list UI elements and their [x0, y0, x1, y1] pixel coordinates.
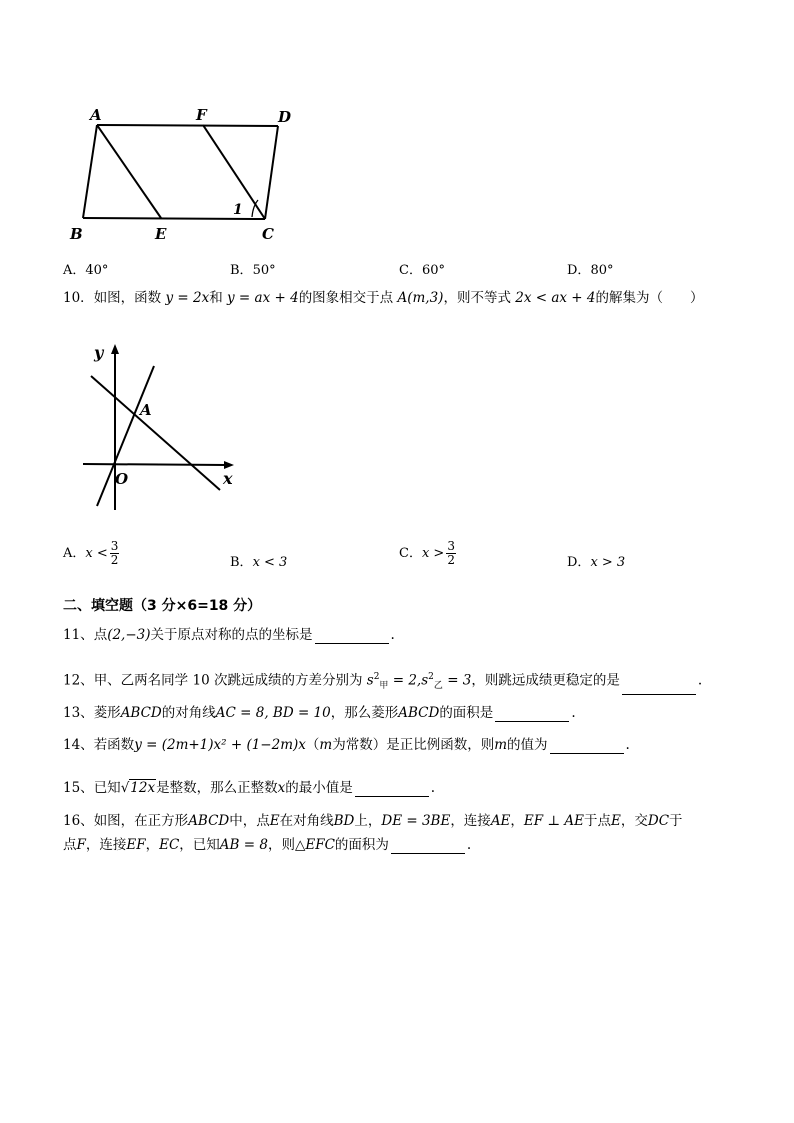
label-f: F	[196, 106, 207, 124]
question-14: 14、若函数y = (2m+1)x² + (1−2m)x（m为常数）是正比例函数，则m的值为 .	[63, 737, 630, 753]
q9-option-b[interactable]: B．50°	[230, 263, 276, 278]
segment-ae	[97, 125, 161, 218]
question-16-line-1: 16、如图，在正方形ABCD中，点E在对角线BD上，DE = 3BE，连接AE，EF ⊥ AE于点E，交DC于	[63, 813, 683, 829]
answer-blank[interactable]	[550, 739, 624, 754]
q10-option-c[interactable]: C．x > $\frac{3}{2}$	[399, 539, 455, 567]
question-11: 11、点(2,−3)关于原点对称的点的坐标是 .	[63, 627, 395, 643]
label-a: A	[90, 106, 102, 124]
q10-option-a[interactable]: A．x < $\frac{3}{2}$	[63, 539, 119, 567]
x-axis	[83, 464, 226, 465]
question-12: 12、甲、乙两名同学 10 次跳远成绩的方差分别为 $s^2_甲 = 2,s^2_乙 = 3$，则跳远成绩更稳定的是 .	[63, 668, 702, 695]
answer-blank[interactable]	[391, 839, 465, 854]
edge-ad	[97, 125, 278, 126]
label-point-a: A	[140, 401, 152, 419]
label-origin: O	[115, 470, 129, 488]
answer-blank[interactable]	[622, 680, 696, 695]
answer-blank[interactable]	[315, 629, 389, 644]
label-x: x	[223, 469, 233, 488]
q9-option-a[interactable]: A．40°	[63, 263, 109, 278]
label-angle-1: 1	[233, 202, 243, 218]
section-heading-fill-blank: 二、填空题（3 分×6=18 分）	[63, 598, 262, 614]
parallelogram-figure	[60, 100, 300, 245]
label-b: B	[70, 225, 83, 243]
answer-blank[interactable]	[495, 707, 569, 722]
answer-blank[interactable]	[355, 782, 429, 797]
y-axis-arrow	[111, 344, 119, 354]
edge-ab	[83, 125, 97, 218]
label-c: C	[262, 225, 274, 243]
edge-bc	[83, 218, 265, 219]
q9-option-d[interactable]: D．80°	[567, 263, 614, 278]
function-graph-figure	[78, 338, 248, 518]
x-axis-arrow	[224, 461, 234, 469]
question-16-line-2: 点F，连接EF，EC，已知AB = 8，则△EFC的面积为 .	[63, 837, 472, 853]
label-d: D	[278, 108, 292, 126]
question-13: 13、菱形ABCD的对角线AC = 8, BD = 10，那么菱形ABCD的面积是 .	[63, 705, 576, 721]
label-e: E	[155, 225, 167, 243]
edge-dc	[265, 126, 278, 219]
q9-option-c[interactable]: C．60°	[399, 263, 445, 278]
q10-option-b[interactable]: B．x < 3	[230, 555, 288, 570]
label-y: y	[94, 343, 104, 362]
q10-option-d[interactable]: D．x > 3	[567, 555, 626, 570]
question-10: 10．如图，函数 y = 2x和 y = ax + 4的图象相交于点 A(m,3)，则不等式 2x < ax + 4的解集为（ ）	[63, 290, 704, 306]
question-15: 15、已知√12x是整数，那么正整数x的最小值是 .	[63, 780, 436, 796]
